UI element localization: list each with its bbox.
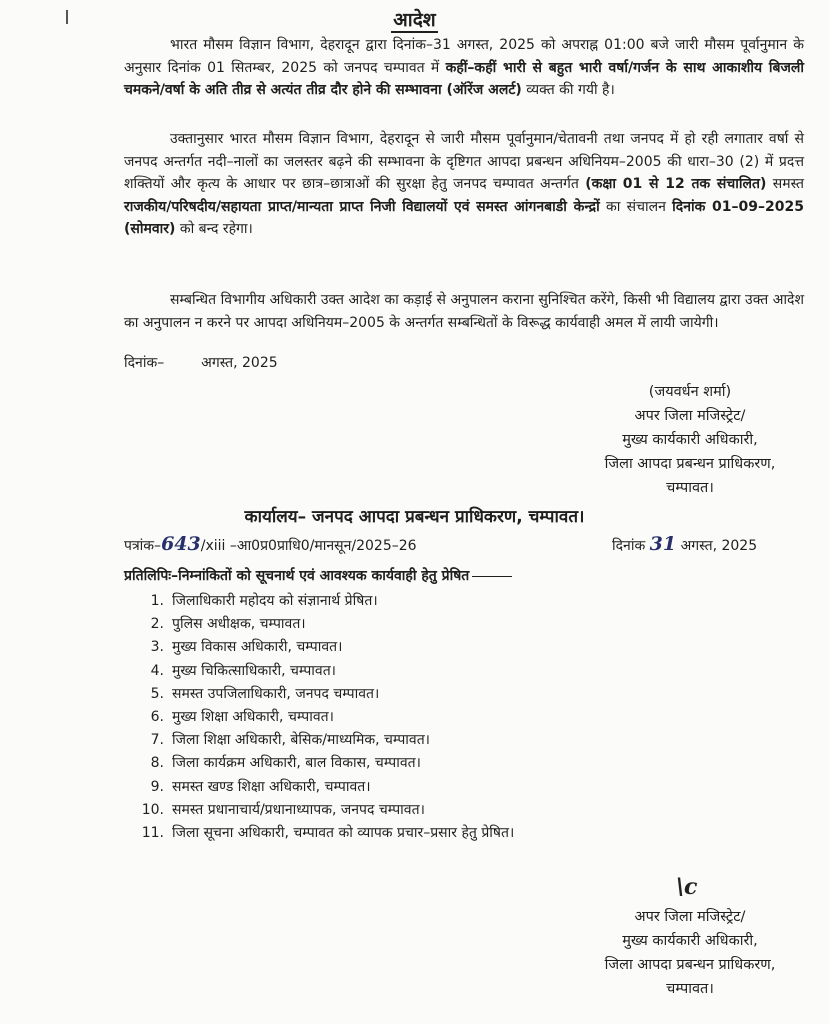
signatory-designation-1: अपर जिला मजिस्ट्रेट/ xyxy=(634,408,746,424)
order-paragraph-3: सम्बन्धित विभागीय अधिकारी उक्त आदेश का कड़ाई से अनुपालन कराना सुनिश्चित करेंगे, किसी भी विद्यालय द्वारा उक्त आदेश का अनुपालन न करने पर आपदा अधिनियम–2005 के अन्तर्गत सम्बन्धितों के विरूद्ध कार्यवाही अमल में लायी जायेगी। xyxy=(124,292,804,331)
reference-date: दिनांक 31 अगस्त, 2025 xyxy=(612,533,758,555)
list-item: 11. जिला सूचना अधिकारी, चम्पावत को व्यापक प्रचार–प्रसार हेतु प्रेषित। xyxy=(141,824,515,841)
list-item: 1. जिलाधिकारी महोदय को संज्ञानार्थ प्रेषित। xyxy=(150,593,378,609)
handwritten-date: 31 xyxy=(649,533,677,555)
list-item: 10. समस्त प्रधानाचार्य/प्रधानाध्यापक, जनपद चम्पावत। xyxy=(141,801,425,818)
order-date: दिनांक– अगस्त, 2025 xyxy=(124,355,278,371)
list-item: 9. समस्त खण्ड शिक्षा अधिकारी, चम्पावत। xyxy=(150,778,371,795)
signatory-location: चम्पावत। xyxy=(666,981,714,997)
list-item: 4. मुख्य चिकित्साधिकारी, चम्पावत। xyxy=(150,662,336,679)
list-item: 7. जिला शिक्षा अधिकारी, बेसिक/माध्यमिक, चम्पावत। xyxy=(150,732,430,749)
office-heading: कार्यालय– जनपद आपदा प्रबन्धन प्राधिकरण, चम्पावत। xyxy=(244,507,585,527)
signatory-designation-3: जिला आपदा प्रबन्धन प्राधिकरण, xyxy=(604,456,776,472)
list-item: 2. पुलिस अधीक्षक, चम्पावत। xyxy=(150,616,306,633)
signatory-designation-1: अपर जिला मजिस्ट्रेट/ xyxy=(634,909,746,925)
list-item: 5. समस्त उपजिलाधिकारी, जनपद चम्पावत। xyxy=(150,685,380,702)
signatory-name: (जयवर्धन शर्मा) xyxy=(648,384,732,400)
order-title: आदेश xyxy=(393,9,436,31)
order-signature-block xyxy=(560,380,820,500)
reference-number: पत्रांक–643/xiii –आ0प्र0प्राधि0/मानसून/2025–26 xyxy=(124,533,417,555)
signatory-designation-2: मुख्य कार्यकारी अधिकारी, xyxy=(622,933,758,949)
list-item: 6. मुख्य शिक्षा अधिकारी, चम्पावत। xyxy=(150,708,334,725)
scan-mark xyxy=(66,10,68,24)
order-paragraph-1: भारत मौसम विज्ञान विभाग, देहरादून द्वारा दिनांक–31 अगस्त, 2025 को अपराह्न 01:00 बजे जारी मौसम पूर्वानुमान के अनुसार दिनांक 01 सितम्बर, 2025 को जनपद चम्पावत में कहीं–कहीं भारी से बहुत भारी वर्षा/गर्जन के साथ आकाशीय बिजली चमकने/वर्षा के अति तीव्र से अत्यंत तीव्र दौर होने की सम्भावना (ऑरेंज अलर्ट) व्यक्त की गयी है। xyxy=(124,37,804,98)
handwritten-initials: \c xyxy=(676,874,698,900)
list-item: 3. मुख्य विकास अधिकारी, चम्पावत। xyxy=(150,639,343,656)
handwritten-number: 643 xyxy=(161,533,201,555)
list-item: 8. जिला कार्यक्रम अधिकारी, बाल विकास, चम्पावत। xyxy=(150,755,421,772)
underline-dash xyxy=(472,576,512,577)
bottom-signature-block xyxy=(560,905,820,1001)
order-paragraph-2: उक्तानुसार भारत मौसम विज्ञान विभाग, देहरादून से जारी मौसम पूर्वानुमान/चेतावनी तथा जनपद में हो रही लगातार वर्षा से जनपद अन्तर्गत नदी–नालों का जलस्तर बढ़ने की सम्भावना के दृष्टिगत आपदा प्रबन्धन अधिनियम–2005 की धारा–30 (2) में प्रदत्त शक्तियों और कृत्य के आधार पर छात्र–छात्राओं की सुरक्षा हेतु जनपद चम्पावत अन्तर्गत (कक्षा 01 से 12 तक संचालित) समस्त राजकीय/परिषदीय/सहायता प्राप्त/मान्यता प्राप्त निजी विद्यालयों एवं समस्त आंगनबाडी केन्द्रों का संचालन दिनांक 01–09–2025 (सोमवार) को बन्द रहेगा। xyxy=(124,131,804,237)
signatory-location: चम्पावत। xyxy=(666,480,714,496)
signatory-designation-3: जिला आपदा प्रबन्धन प्राधिकरण, xyxy=(604,957,776,973)
signatory-designation-2: मुख्य कार्यकारी अधिकारी, xyxy=(622,432,758,448)
copy-recipients-list xyxy=(124,590,514,845)
copy-to-heading: प्रतिलिपिः–निम्नांकितों को सूचनार्थ एवं आवश्यक कार्यवाही हेतु प्रेषित xyxy=(124,566,512,585)
